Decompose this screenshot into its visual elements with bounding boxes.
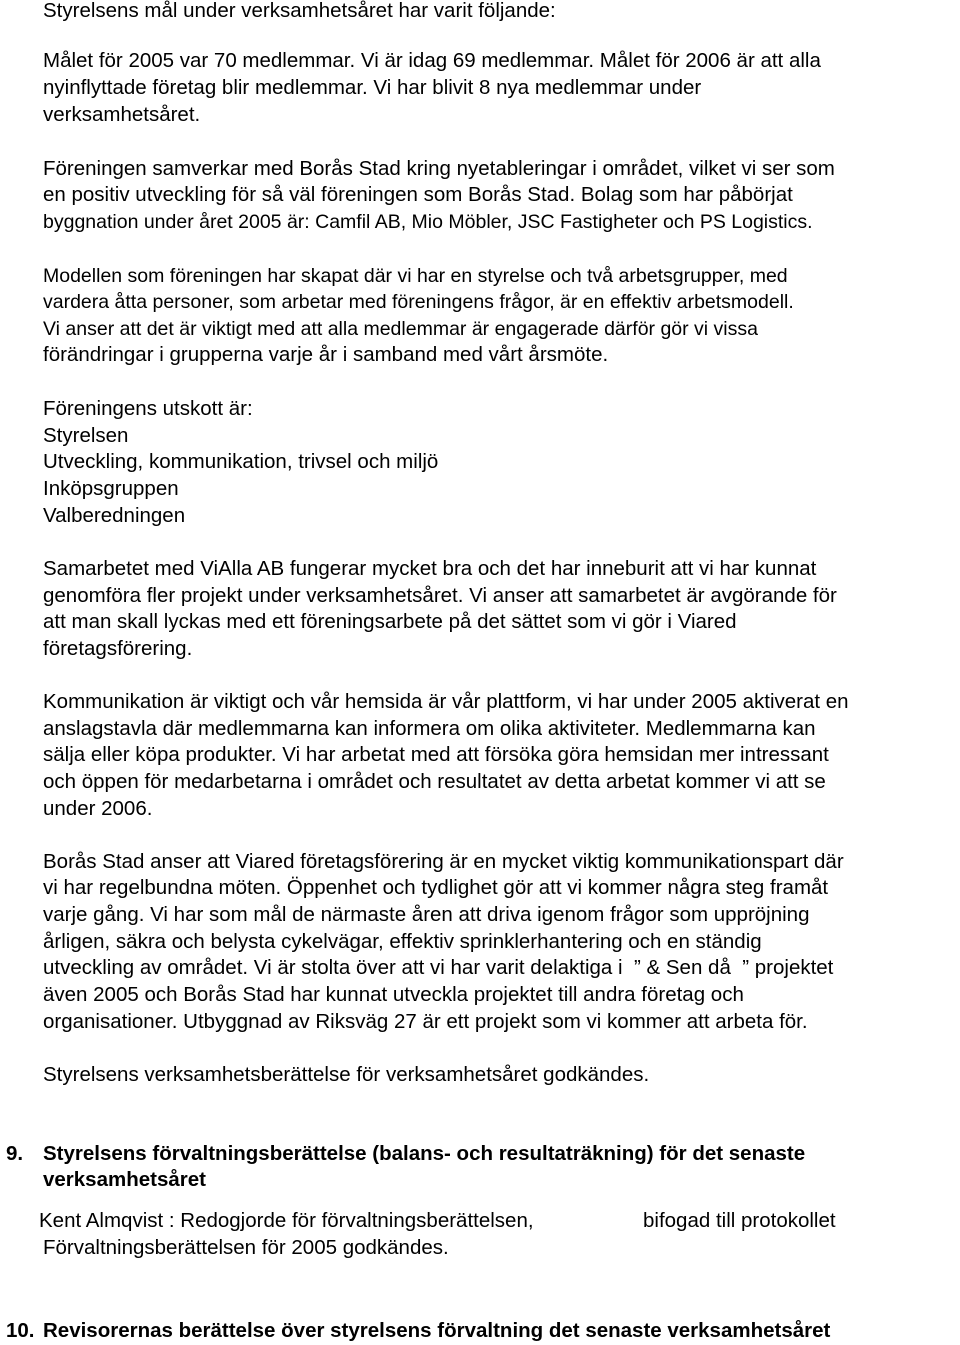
vialla-line-3: att man skall lyckas med ett föreningsarbete på det sättet som vi gör i Viared bbox=[43, 610, 737, 633]
goals-line-3: verksamhetsåret. bbox=[43, 103, 201, 126]
section-9-report-line-1: Kent Almqvist : Redogjorde för förvaltningsberättelsen, bbox=[39, 1209, 534, 1232]
communication-line-4: och öppen för medarbetarna i området och resultatet av detta arbetat kommer vi att se bbox=[43, 770, 826, 793]
communication-line-2: anslagstavla där medlemmarna kan informera om olika aktiviteter. Medlemmarna kan bbox=[43, 717, 816, 740]
committee-item-2: Utveckling, kommunikation, trivsel och miljö bbox=[43, 450, 439, 473]
model-line-4: förändringar i grupperna varje år i samband med vårt årsmöte. bbox=[43, 343, 609, 366]
model-line-1: Modellen som föreningen har skapat där vi har en styrelse och två arbetsgrupper, med bbox=[43, 265, 788, 287]
section-9-title-line-1: Styrelsens förvaltningsberättelse (balans- och resultaträkning) för det senaste bbox=[43, 1142, 806, 1165]
committee-item-1: Styrelsen bbox=[43, 424, 129, 447]
boras-line-2: vi har regelbundna möten. Öppenhet och tydlighet gör att vi kommer några steg framåt bbox=[43, 876, 829, 899]
vialla-line-2: genomföra fler projekt under verksamhetsåret. Vi anser att samarbetet är avgörande för bbox=[43, 584, 837, 607]
section-9-report-note: bifogad till protokollet bbox=[643, 1209, 836, 1232]
communication-line-3: sälja eller köpa produkter. Vi har arbetat med att försöka göra hemsidan mer intressant bbox=[43, 743, 829, 766]
approval-line: Styrelsens verksamhetsberättelse för verksamhetsåret godkändes. bbox=[43, 1063, 650, 1086]
model-line-3: Vi anser att det är viktigt med att alla medlemmar är engagerade därför gör vi vissa bbox=[43, 318, 758, 340]
section-9-report-line-2: Förvaltningsberättelsen för 2005 godkändes. bbox=[43, 1236, 449, 1259]
cooperation-line-3: byggnation under året 2005 är: Camfil AB, Mio Möbler, JSC Fastigheter och PS Logistics. bbox=[43, 211, 813, 233]
boras-line-6: även 2005 och Borås Stad har kunnat utveckla projektet till andra företag och bbox=[43, 983, 744, 1006]
committees-title: Föreningens utskott är: bbox=[43, 397, 253, 420]
communication-line-1: Kommunikation är viktigt och vår hemsida är vår plattform, vi har under 2005 aktiverat en bbox=[43, 690, 849, 713]
boras-line-5: utveckling av området. Vi är stolta över att vi har varit delaktiga i ” & Sen då ” projektet bbox=[43, 956, 834, 979]
boras-line-1: Borås Stad anser att Viared företagsförering är en mycket viktig kommunikationspart där bbox=[43, 850, 844, 873]
committee-item-4: Valberedningen bbox=[43, 504, 186, 527]
section-9-number: 9. bbox=[6, 1142, 24, 1165]
boras-line-7: organisationer. Utbyggnad av Riksväg 27 är ett projekt som vi kommer att arbeta för. bbox=[43, 1010, 808, 1033]
vialla-line-4: företagsförering. bbox=[43, 637, 193, 660]
goals-line-1: Målet för 2005 var 70 medlemmar. Vi är idag 69 medlemmar. Målet för 2006 är att alla bbox=[43, 49, 821, 72]
cooperation-line-1: Föreningen samverkar med Borås Stad kring nyetableringar i området, vilket vi ser som bbox=[43, 157, 835, 180]
model-line-2: vardera åtta personer, som arbetar med föreningens frågor, är en effektiv arbetsmodell. bbox=[43, 291, 794, 313]
vialla-line-1: Samarbetet med ViAlla AB fungerar mycket bra och det har inneburit att vi har kunnat bbox=[43, 557, 817, 580]
section-10-title: Revisorernas berättelse över styrelsens förvaltning det senaste verksamhetsåret bbox=[43, 1319, 831, 1342]
cooperation-line-2: en positiv utveckling för så väl föreningen som Borås Stad. Bolag som har påbörjat bbox=[43, 183, 793, 206]
boras-line-3: varje gång. Vi har som mål de närmaste åren att driva igenom frågor som uppröjning bbox=[43, 903, 810, 926]
section-9-title-line-2: verksamhetsåret bbox=[43, 1168, 206, 1191]
communication-line-5: under 2006. bbox=[43, 797, 153, 820]
goals-line-2: nyinflyttade företag blir medlemmar. Vi har blivit 8 nya medlemmar under bbox=[43, 76, 702, 99]
boras-line-4: årligen, säkra och belysta cykelvägar, effektiv sprinklerhantering och en ständig bbox=[43, 930, 762, 953]
intro-line: Styrelsens mål under verksamhetsåret har varit följande: bbox=[43, 0, 556, 22]
committee-item-3: Inköpsgruppen bbox=[43, 477, 179, 500]
section-10-number: 10. bbox=[6, 1319, 35, 1342]
